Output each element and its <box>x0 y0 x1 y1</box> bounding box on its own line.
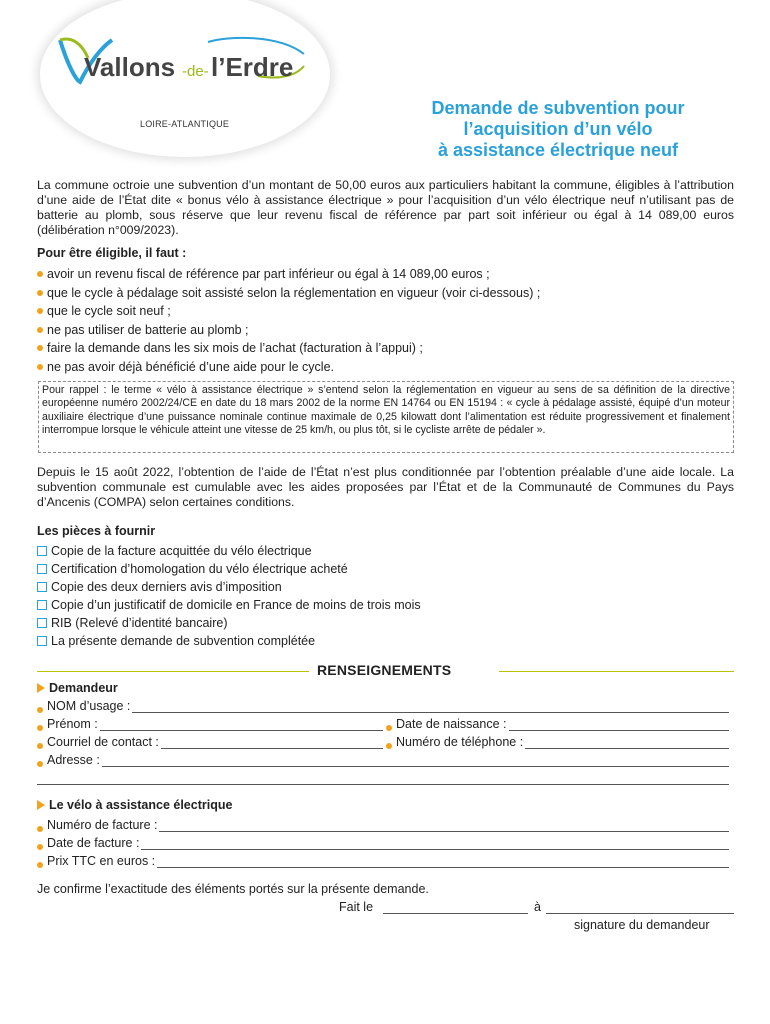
list-item <box>37 321 734 340</box>
bullet-icon <box>37 826 43 832</box>
prix-label: Prix TTC en euros : <box>47 854 156 868</box>
triangle-right-icon <box>37 683 45 693</box>
checkbox-icon[interactable] <box>37 618 47 628</box>
checkbox-icon[interactable] <box>37 564 47 574</box>
section-title: RENSEIGNEMENTS <box>317 662 452 678</box>
adresse-input-line[interactable] <box>102 756 729 767</box>
facture-num-label: Numéro de facture : <box>47 818 158 832</box>
eligibility-heading: Pour être éligible, il faut : <box>37 246 187 260</box>
eligibility-text: que le cycle soit neuf ; <box>47 304 171 318</box>
demandeur-heading-label: Demandeur <box>49 681 118 695</box>
list-item <box>37 302 734 321</box>
logo-name: l’Erdre <box>211 52 294 82</box>
facture-date-field[interactable] <box>37 835 729 850</box>
velo-heading-label: Le vélo à assistance électrique <box>49 798 233 812</box>
piece-label: Certification d’homologation du vélo électrique acheté <box>51 562 348 576</box>
list-item <box>37 265 734 284</box>
velo-heading <box>37 798 232 812</box>
eligibility-text: que le cycle à pédalage soit assisté selon la réglementation en vigueur (voir ci-dessous) ; <box>47 285 541 300</box>
piece-item[interactable] <box>37 542 421 560</box>
naissance-input-line[interactable] <box>509 720 730 731</box>
bullet-icon <box>37 862 43 868</box>
adresse-input-line-2[interactable] <box>37 774 729 785</box>
triangle-right-icon <box>37 800 45 810</box>
logo-mid: -de- <box>182 63 209 80</box>
checkbox-icon[interactable] <box>37 546 47 556</box>
piece-item[interactable] <box>37 560 421 578</box>
checkbox-icon[interactable] <box>37 600 47 610</box>
bullet-icon <box>37 707 43 713</box>
prix-input-line[interactable] <box>157 857 729 868</box>
bullet-icon <box>37 743 43 749</box>
pieces-list <box>37 542 421 650</box>
piece-item[interactable] <box>37 614 421 632</box>
piece-item[interactable] <box>37 596 421 614</box>
naissance-field[interactable] <box>386 716 729 731</box>
bullet-icon <box>386 743 392 749</box>
checkbox-icon[interactable] <box>37 582 47 592</box>
prix-field[interactable] <box>37 853 729 868</box>
lieu-label: à <box>534 900 541 914</box>
facture-num-field[interactable] <box>37 817 729 832</box>
divider <box>37 671 309 672</box>
title-line: à assistance électrique neuf <box>437 140 679 160</box>
piece-item[interactable] <box>37 578 421 596</box>
logo-brand: Vallons <box>84 52 176 82</box>
signature-label: signature du demandeur <box>574 918 710 932</box>
bullet-icon <box>37 844 43 850</box>
checkbox-icon[interactable] <box>37 636 47 646</box>
renseignements-section-header <box>37 662 734 680</box>
telephone-label: Numéro de téléphone : <box>396 735 524 749</box>
bullet-icon <box>37 308 43 314</box>
confirm-statement: Je confirme l’exactitude des éléments portés sur la présente demande. <box>37 882 429 896</box>
bullet-icon <box>37 761 43 767</box>
title-line: l’acquisition d’un vélo <box>463 119 653 139</box>
adresse-label: Adresse : <box>47 753 100 767</box>
bullet-icon <box>37 364 43 370</box>
courriel-field[interactable] <box>37 734 383 749</box>
bullet-icon <box>37 271 43 277</box>
pieces-heading: Les pièces à fournir <box>37 524 156 538</box>
region-label: LOIRE-ATLANTIQUE <box>140 119 230 129</box>
list-item <box>37 284 734 303</box>
courriel-input-line[interactable] <box>161 738 383 749</box>
prenom-input-line[interactable] <box>100 720 383 731</box>
bullet-icon <box>37 345 43 351</box>
piece-label: Copie de la facture acquittée du vélo électrique <box>51 544 312 558</box>
nom-input-line[interactable] <box>132 702 729 713</box>
list-item <box>37 339 734 358</box>
facture-num-input-line[interactable] <box>159 821 729 832</box>
fait-le-label: Fait le <box>339 900 374 914</box>
title-line: Demande de subvention pour <box>431 98 685 118</box>
facture-date-input-line[interactable] <box>141 839 729 850</box>
piece-label: Copie d’un justificatif de domicile en France de moins de trois mois <box>51 598 421 612</box>
prenom-field[interactable] <box>37 716 383 731</box>
bullet-icon <box>37 290 43 296</box>
eligibility-text: avoir un revenu fiscal de référence par part inférieur ou égal à 14 089,00 euros ; <box>47 267 490 281</box>
adresse-field[interactable] <box>37 752 729 767</box>
eligibility-text: ne pas avoir déjà bénéficié d’une aide pour le cycle. <box>47 359 334 374</box>
eligibility-text: faire la demande dans les six mois de l’achat (facturation à l’appui) ; <box>47 341 423 355</box>
piece-item[interactable] <box>37 632 421 650</box>
lieu-input-line[interactable] <box>546 913 734 914</box>
piece-label: La présente demande de subvention complétée <box>51 634 316 648</box>
nom-label: NOM d’usage : <box>47 699 131 713</box>
piece-label: RIB (Relevé d’identité bancaire) <box>51 616 228 630</box>
bullet-icon <box>37 327 43 333</box>
eligibility-text: ne pas utiliser de batterie au plomb ; <box>47 322 249 337</box>
bullet-icon <box>386 725 392 731</box>
courriel-label: Courriel de contact : <box>47 735 159 749</box>
bullet-icon <box>37 725 43 731</box>
prenom-label: Prénom : <box>47 717 98 731</box>
divider <box>499 671 734 672</box>
rappel-box: Pour rappel : le terme « vélo à assistance électrique » s’entend selon la réglementation en vigueur au sens de sa définition de la directive européenne numéro 2002/24/CE en date du 18 mars 2002 de la norme EN 14764 ou EN 15194 : « cycle à pédalage assisté, équipé d’un moteur auxiliaire électrique d’une puissance nominale continue maximale de 0,25 kilowatt dont l’alimentation est réduite progressivement et finalement interrompue lorsque le véhicule atteint une vitesse de 25 km/h, ou plus tôt, si le cycliste arrête de pédaler ». <box>38 381 734 453</box>
date-input-line[interactable] <box>383 913 528 914</box>
intro-paragraph: La commune octroie une subvention d’un montant de 50,00 euros aux particuliers habitant la commune, éligibles à l’attribution d’une aide de l’État dite « bonus vélo à assistance électrique » pour l’acquisition d’un vélo électrique neuf n’utilisant pas de batterie au plomb, sous réserve que leur revenu fiscal de référence par part soit inférieur ou égal à 14 089,00 euros (délibération n°009/2023). <box>37 178 734 237</box>
nom-field[interactable] <box>37 698 729 713</box>
naissance-label: Date de naissance : <box>396 717 507 731</box>
since-paragraph: Depuis le 15 août 2022, l’obtention de l’aide de l’État n’est plus conditionnée par l’obtention préalable d’une aide locale. La subvention communale est cumulable avec les aides proposées par l’État et de la Communauté de Communes du Pays d’Ancenis (COMPA) selon certaines conditions. <box>37 465 734 509</box>
telephone-input-line[interactable] <box>525 738 729 749</box>
piece-label: Copie des deux derniers avis d’imposition <box>51 580 282 594</box>
adresse-field-line2[interactable] <box>37 770 729 785</box>
eligibility-list <box>37 265 734 376</box>
telephone-field[interactable] <box>386 734 729 749</box>
facture-date-label: Date de facture : <box>47 836 140 850</box>
demandeur-heading <box>37 681 118 695</box>
commune-logo <box>58 36 308 86</box>
page-title <box>380 98 736 161</box>
list-item <box>37 358 734 377</box>
